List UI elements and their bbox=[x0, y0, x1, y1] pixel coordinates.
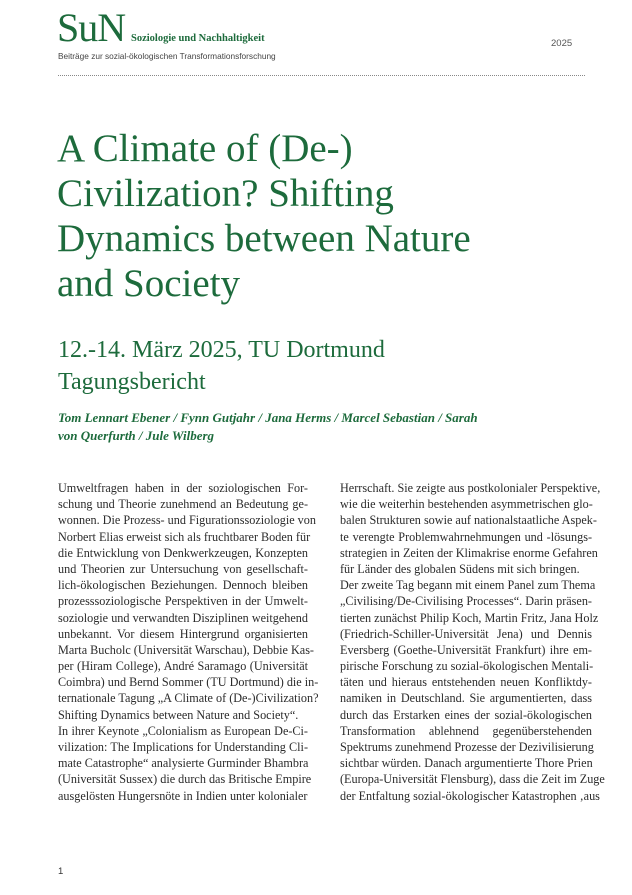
body-text-line: (Friedrich-Schiller-Universität Jena) und Dennis bbox=[340, 626, 592, 641]
author-list bbox=[58, 409, 588, 445]
body-text-line: (Universität Sussex) die durch das Britische Empire bbox=[58, 772, 312, 787]
title-line: Dynamics between Nature bbox=[57, 217, 471, 260]
subtitle-line: Tagungsbericht bbox=[58, 369, 206, 395]
body-text-line: wonnen. Die Prozess- und Figurationssoziologie von bbox=[58, 513, 316, 528]
body-text-line: ausgelösten Hungersnöte in Indien unter kolonialer bbox=[58, 788, 308, 803]
body-text-line: Spektrums zunehmend Prozesse der Dezivilisierung bbox=[340, 740, 594, 754]
page-number: 1 bbox=[58, 866, 64, 877]
body-text-line: täten und hieraus entstehenden neuen Konfliktdy- bbox=[340, 675, 592, 690]
body-text-line: Eversberg (Goethe-Universität Frankfurt) ihre em- bbox=[340, 642, 592, 657]
body-text-line: Marta Bucholc (Universität Warschau), Debbie Kas- bbox=[58, 642, 314, 657]
article-subtitle bbox=[58, 334, 385, 398]
journal-name: Soziologie und Nachhaltigkeit bbox=[131, 33, 265, 44]
subtitle-line: 12.-14. März 2025, TU Dortmund bbox=[58, 337, 385, 363]
body-text-line: mate Catastrophe“ analysierte Gurminder Bhambra bbox=[58, 756, 309, 771]
body-text-line: lich-ökologischen Beziehungen. Dennoch bleiben bbox=[58, 578, 308, 593]
title-line: Civilization? Shifting bbox=[57, 172, 394, 215]
body-text-line: prozesssoziologische Perspektiven in der Umwelt- bbox=[58, 594, 308, 609]
body-text-line: Transformation ablehnend gegenüberstehenden bbox=[340, 723, 592, 738]
journal-subtitle: Beiträge zur sozial-ökologischen Transformationsforschung bbox=[58, 51, 276, 61]
authors-line: Tom Lennart Ebener / Fynn Gutjahr / Jana Herms / Marcel Sebastian / Sarah bbox=[58, 410, 478, 425]
body-column-left bbox=[58, 480, 319, 804]
body-text-line: namiken in Deutschland. Sie argumentierten, dass bbox=[340, 691, 592, 706]
article-title bbox=[57, 126, 577, 306]
body-text-line: Norbert Elias erweist sich als fruchtbarer Boden für bbox=[58, 529, 311, 544]
body-text-line: der Entfaltung sozial-ökologischer Katastrophen ‚aus bbox=[340, 788, 600, 803]
authors-line: von Querfurth / Jule Wilberg bbox=[58, 428, 215, 443]
body-text-line: te verengte Problemwahrnehmungen und -lösungs- bbox=[340, 529, 592, 544]
body-column-right bbox=[340, 480, 605, 804]
body-text-line: tierten zunächst Philip Koch, Martin Fritz, Jana Holz bbox=[340, 610, 599, 625]
body-text-line: strategien in Zeiten der Klimakrise enorme Gefahren bbox=[340, 545, 598, 560]
body-text-line: für Länder des globalen Südens mit sich bringen. bbox=[340, 561, 580, 576]
body-text-line: durch das Erstarken eines der sozial-ökologischen bbox=[340, 707, 592, 722]
body-text-line: vilization: The Implications for Understanding Cli- bbox=[58, 740, 308, 754]
body-text-line: Umweltfragen haben in der soziologischen For- bbox=[58, 481, 308, 495]
body-text-line: „Civilising/De-Civilising Processes“. Darin präsen- bbox=[340, 594, 592, 609]
body-text-line: per (Hiram College), André Saramago (Universität bbox=[58, 659, 308, 674]
body-text-line: unbekannt. Vor diesem Hintergrund organisierten bbox=[58, 626, 308, 641]
body-text-line: und Theorien zur Untersuchung von gesellschaft- bbox=[58, 561, 308, 576]
body-text-line: Der zweite Tag begann mit einem Panel zum Thema bbox=[340, 578, 596, 593]
body-text-line: Shifting Dynamics between Nature and Society“. bbox=[58, 707, 299, 722]
journal-logo: SuN bbox=[57, 5, 126, 50]
body-text-line: ternationale Tagung „A Climate of (De-)Civilization? bbox=[58, 691, 319, 706]
body-text-line: sichtbar würden. Danach argumentierte Thore Prien bbox=[340, 756, 593, 771]
body-text-line: In ihrer Keynote „Colonialism as European De-Ci- bbox=[58, 723, 308, 738]
body-text-line: Coimbra) und Bernd Sommer (TU Dortmund) die in- bbox=[58, 675, 319, 690]
body-text-line: die Entwicklung von Denkwerkzeugen, Konzepten bbox=[58, 545, 308, 560]
body-text-line: balen Strukturen sowie auf nationalstaatliche Aspek- bbox=[340, 513, 597, 528]
issue-year: 2025 bbox=[551, 38, 573, 49]
body-text-line: soziologie und verwandten Disziplinen weitgehend bbox=[58, 610, 308, 625]
body-text-line: pirische Forschung zu sozial-ökologischen Mentali- bbox=[340, 659, 594, 674]
title-line: A Climate of (De-) bbox=[57, 127, 353, 170]
body-text-line: (Europa-Universität Flensburg), dass die Zeit im Zuge bbox=[340, 772, 605, 787]
header-divider bbox=[58, 75, 585, 76]
body-text-line: Herrschaft. Sie zeigte aus postkolonialer Perspektive, bbox=[340, 481, 601, 495]
title-line: and Society bbox=[57, 262, 241, 305]
body-text-line: wie die weiterhin bestehenden asymmetrischen glo- bbox=[340, 497, 593, 512]
body-text-line: schung und Theorie zunehmend an Bedeutung ge- bbox=[58, 497, 308, 512]
